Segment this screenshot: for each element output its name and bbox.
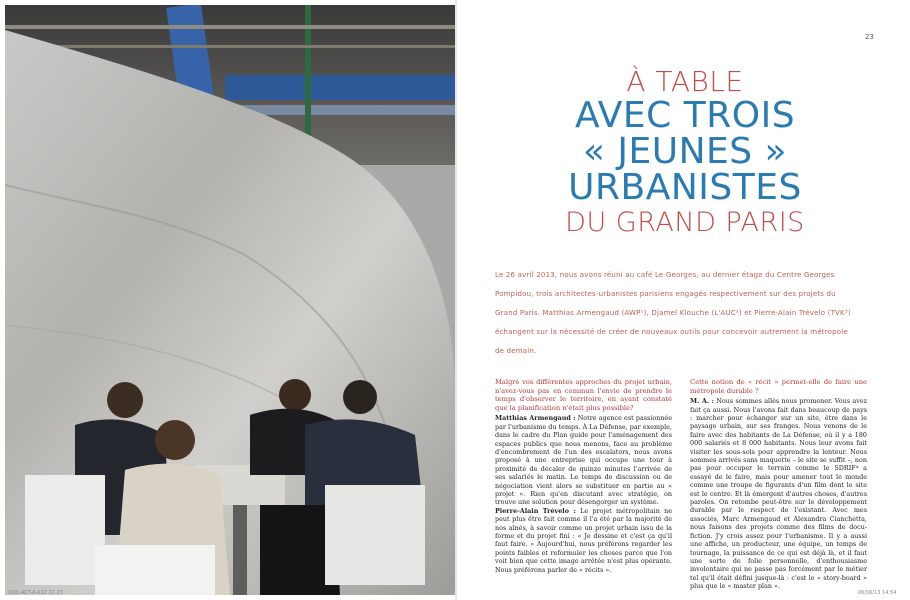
speaker-name: M. A. : [690,397,714,406]
page-gutter [455,0,457,600]
speaker-name: Pierre-Alain Trévelo : [495,506,576,515]
title-line-5: DU GRAND PARIS [565,207,805,238]
answer-paragraph [495,414,672,506]
article-title [470,66,900,240]
print-slug-left: DOC-ACT-A-012 22-23 [8,590,63,596]
answer-text: Le projet métropolitain ne peut plus être fait comme il l'a été par la majorité de nos aînés, à savoir comme un projet urbain issu de la forme et du projet fini : « Je dessine et c'est ça qu'il faut faire. » Aujourd'hui, nous préférons regarder les points faibles et reformuler les choses parce que l'on voit bien que cette image arrêtée n'est plus opérante. Nous préférons parler de « récits ». [495,506,672,574]
speaker-name: Matthias Armengaud : [495,414,576,423]
answer-text: Notre agence est passionnée par l'urbanisme du temps. À La Défense, par exemple, dans le cadre du Plan guide pour l'aménagement des espaces publics que nous menons, face au problème d'encombrement de l'un des escalators, nous avons proposé à une entreprise qui occupe une tour à proximité de décaler de quinze minutes l'arrivée de ses salariés le matin. Le temps de discussion ou de négociation vient alors se substituer en partie au « projet ». Rien qu'en discutant avec stratégie, on trouve une solution pour désengorger un système. [495,414,672,507]
answer-paragraph [690,397,867,590]
text-column-2 [690,378,867,591]
text-column-1 [495,378,672,574]
print-slug-right: 06/06/13 14:54 [858,590,897,596]
photo-illustration [5,5,455,595]
title-line-1: À TABLE [626,65,744,98]
answer-text: Nous sommes allés nous promener. Vous avez fait ça aussi. Nous l'avons fait dans beaucoup de pays : marcher pour échanger sur un site, être dans le paysage urbain, sur ses franges. Nous venons de le faire avec des habitants de La Défense, où il y a 180 000 salariés et 8 000 habitants. Nous leur avons fait visiter les sous-sols pour apprendre la lenteur. Nous sommes arrivés sans maquette – le site se suffit –, non pas pour occuper le terrain comme le SDRIF⁴ a essayé de le faire, mais pour amener tout le monde comme une troupe de figurants d'un film dont le site est le centre. Et là émergent d'autres choses, d'autres paroles. On retombe peut-être sur le développement durable par le respect de l'existant. Avec mes associés, Marc Armengaud et Alexandra Cianchetta, nous faisons des projets comme des films de docu-fiction. J'y crois assez pour l'urbanisme. Il y a aussi une affiche, un producteur, une équipe, un temps de tournage, la puissance de ce qui est déjà là, et il faut une sorte de folie personnelle, d'enthousiasme involontaire qui ne passe pas forcément par le métier tel qu'il était défini jusque-là : c'est le « story-board » plus que le « master plan ». [690,397,867,591]
title-line-4: URBANISTES [568,167,802,208]
title-line-3: « JEUNES » [582,131,788,172]
title-line-2: AVEC TROIS [574,95,796,136]
page-number: 23 [865,33,874,41]
interview-question: Malgré vos différentes approches du projet urbain, n'avez-vous pas en commun l'envie de prendre le temps d'observer le territoire, en ayant constaté que la planification n'était plus possible? [495,378,672,412]
cafe-photo [5,5,455,595]
article-intro: Le 26 avril 2013, nous avons réuni au café Le Georges, au dernier étage du Centre Georges Pompidou, trois architectes-urbanistes parisiens engagés respectivement sur des projets du Grand Paris. Matthias Armengaud (AWP¹), Djamel Klouche (L'AUC²) et Pierre-Alain Trévelo (TVK³) échangent sur la nécessité de créer de nouveaux outils pour concevoir autrement la métropole de demain. [495,271,851,355]
answer-paragraph [495,507,672,574]
interview-question: Cette notion de « récit » permet-elle de faire une métropole durable ? [690,378,867,395]
